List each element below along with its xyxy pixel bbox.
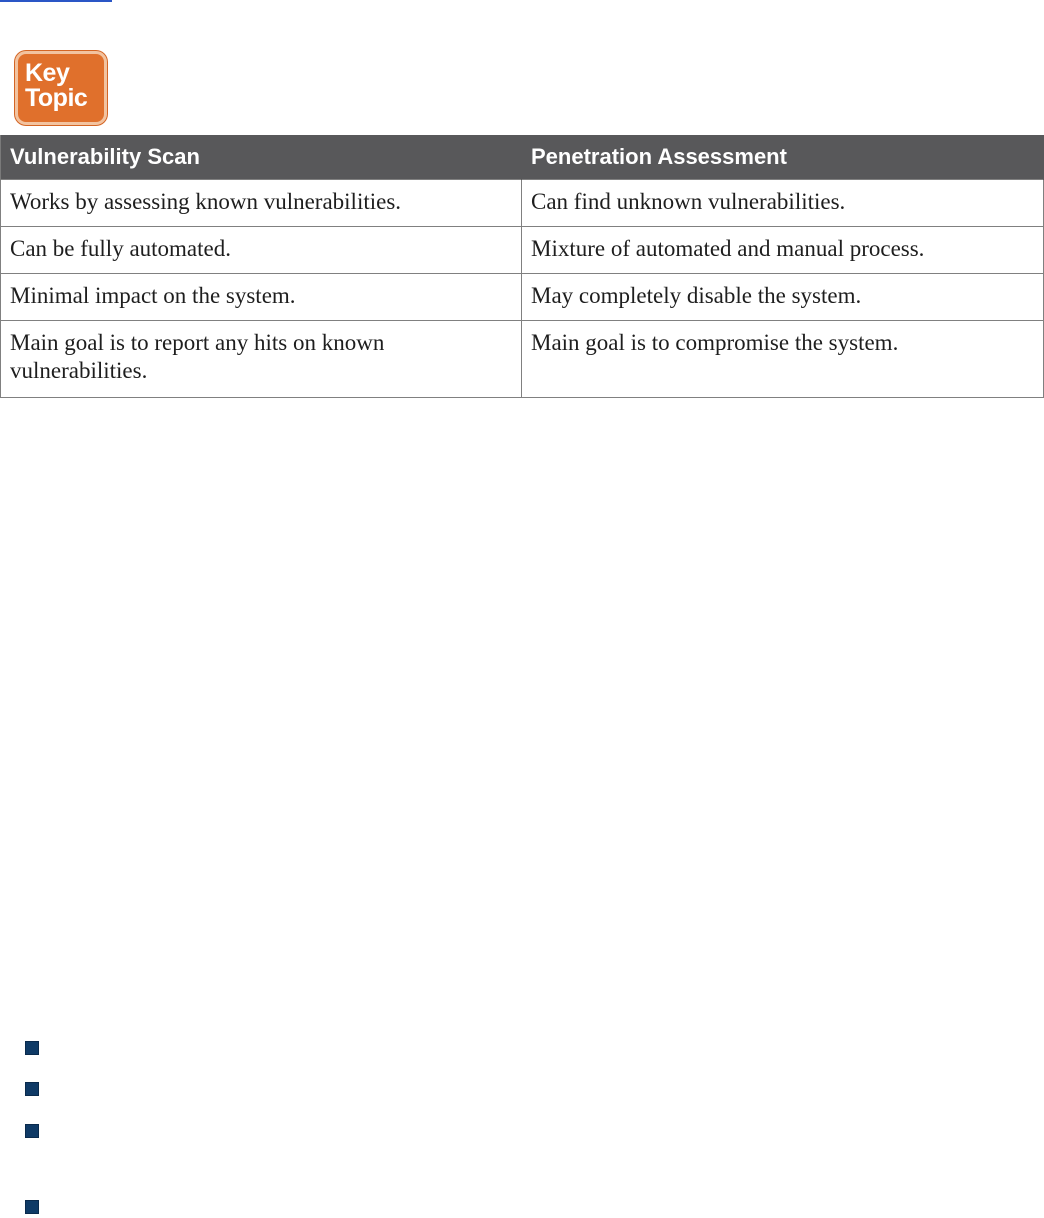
square-bullet-icon	[25, 1200, 39, 1214]
key-topic-icon	[15, 51, 107, 125]
square-bullet-icon	[25, 1082, 39, 1096]
table-row	[1, 274, 1044, 321]
top-link-underline[interactable]	[0, 0, 112, 2]
table-cell: Mixture of automated and manual process.	[522, 227, 1044, 274]
table-header-row	[1, 135, 1044, 180]
table-row	[1, 180, 1044, 227]
table-cell: Main goal is to report any hits on known vulnerabilities.	[1, 321, 522, 398]
square-bullet-icon	[25, 1124, 39, 1138]
table-cell: Minimal impact on the system.	[1, 274, 522, 321]
comparison-table	[0, 135, 1044, 398]
table-row	[1, 321, 1044, 398]
header-vulnerability-scan: Vulnerability Scan	[1, 135, 522, 180]
table-cell: Main goal is to compromise the system.	[522, 321, 1044, 398]
table-cell: Works by assessing known vulnerabilities.	[1, 180, 522, 227]
header-penetration-assessment: Penetration Assessment	[522, 135, 1044, 180]
table-row	[1, 227, 1044, 274]
table-cell: Can be fully automated.	[1, 227, 522, 274]
square-bullet-icon	[25, 1041, 39, 1055]
key-topic-line2: Topic	[25, 84, 88, 112]
table-cell: May completely disable the system.	[522, 274, 1044, 321]
table-cell: Can find unknown vulnerabilities.	[522, 180, 1044, 227]
key-topic-line1: Key	[25, 59, 70, 87]
